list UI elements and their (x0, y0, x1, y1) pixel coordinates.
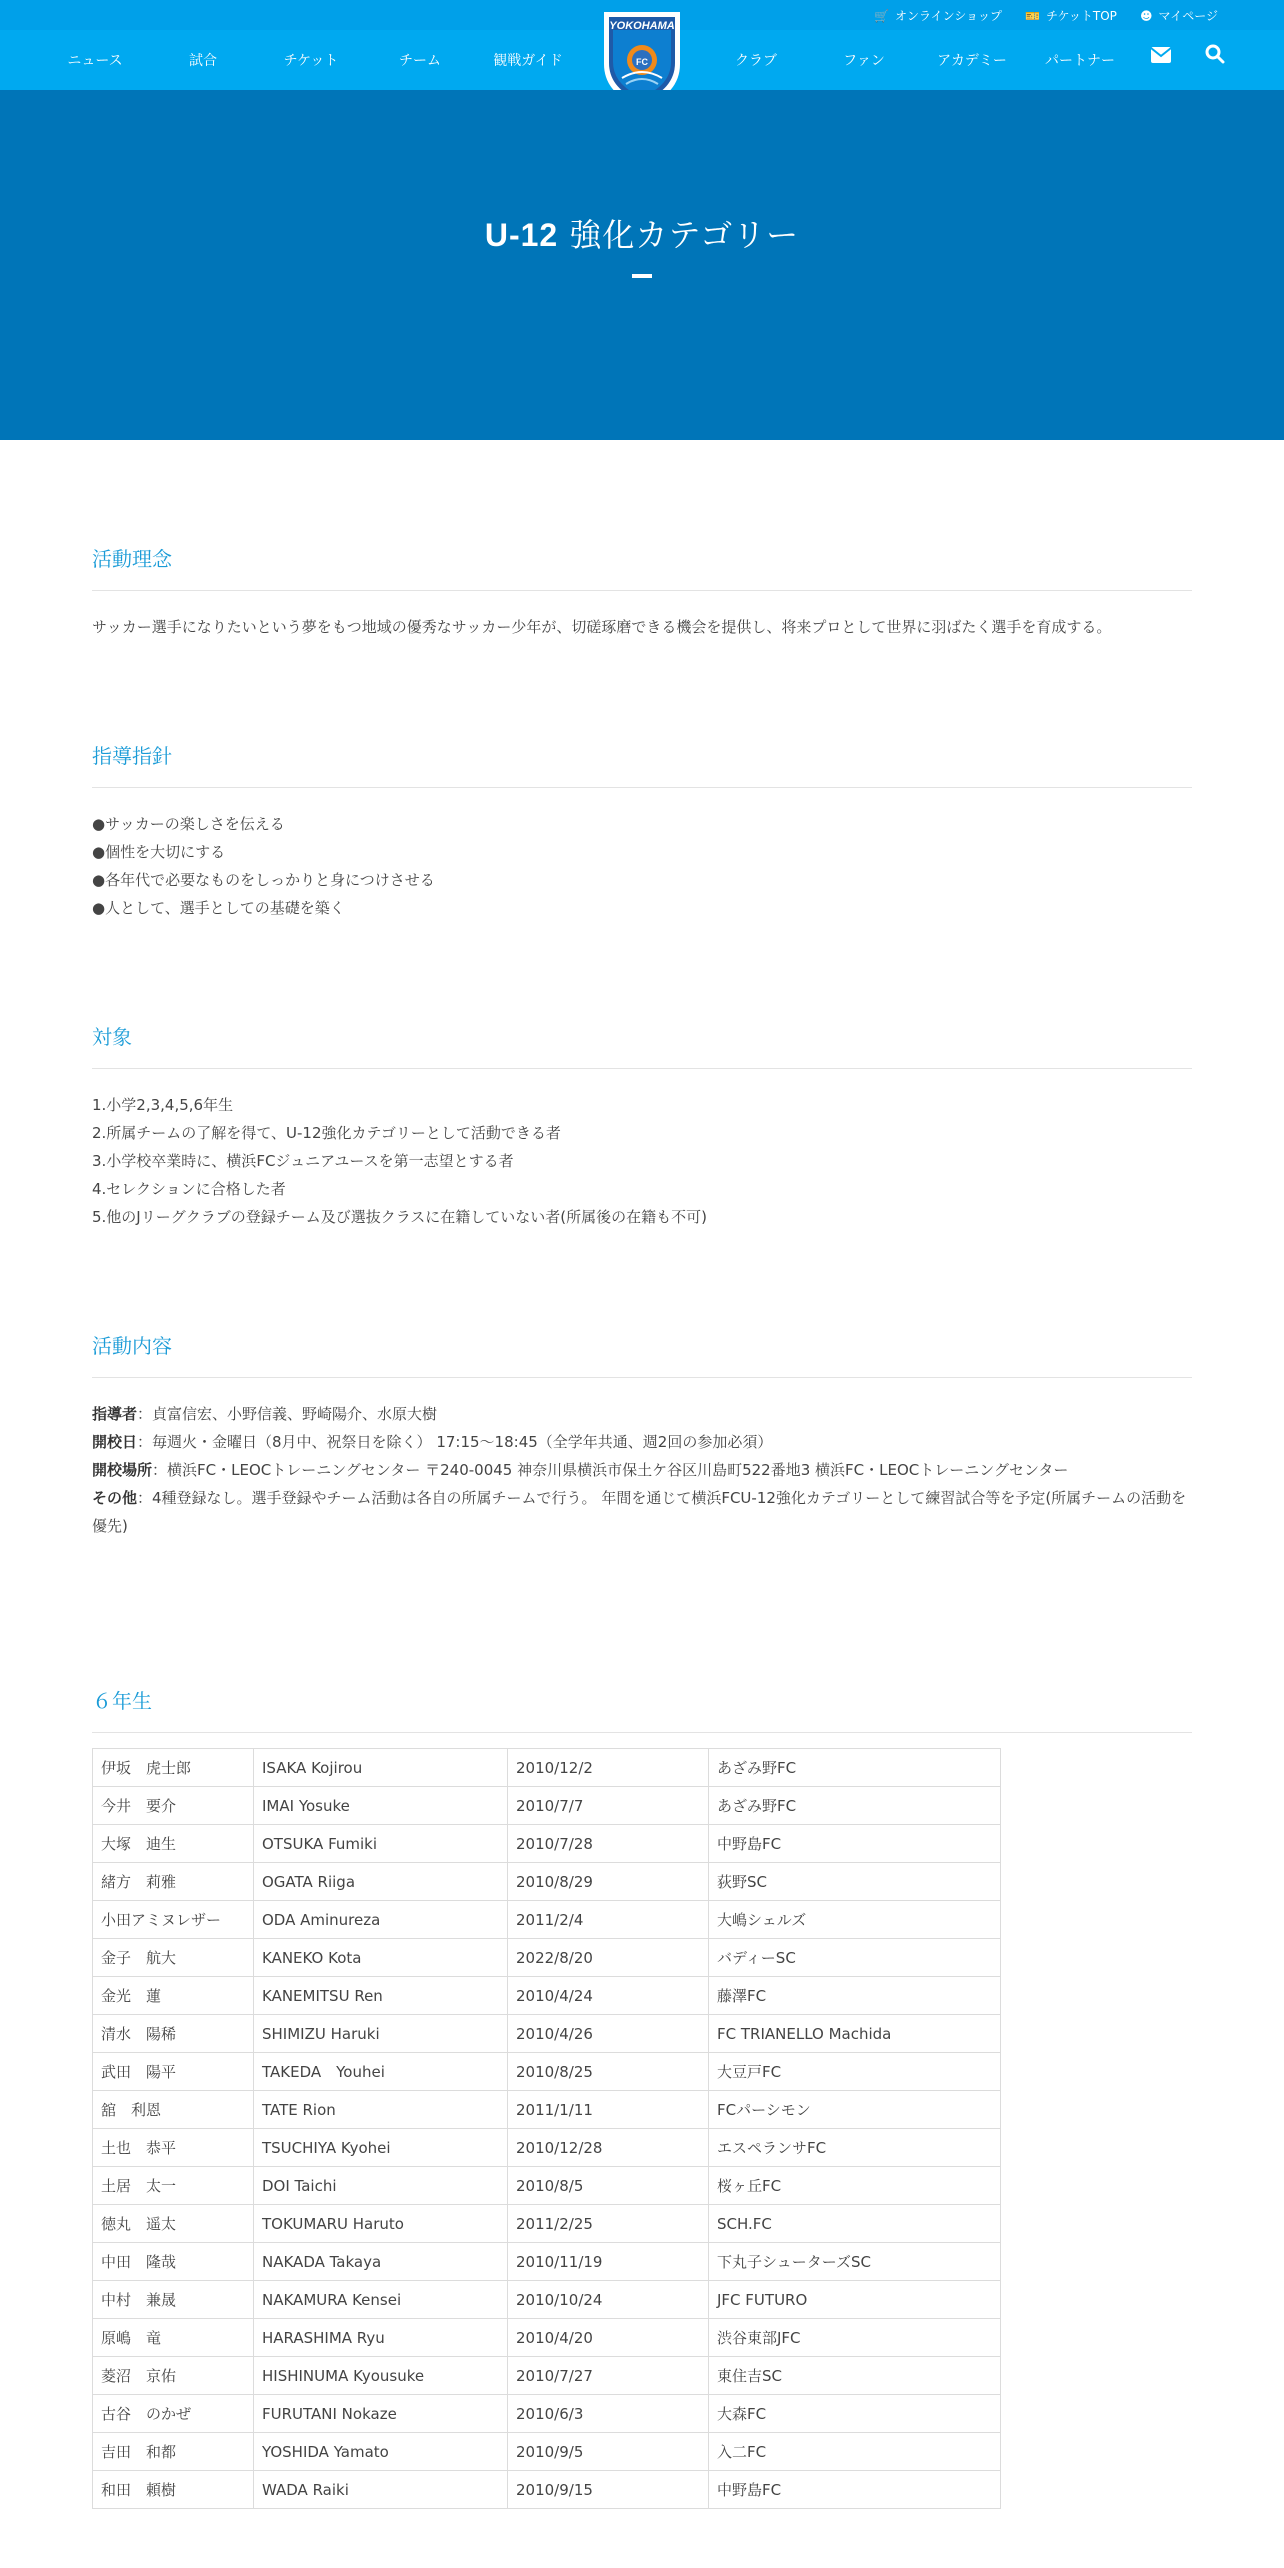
table-row (93, 2015, 1001, 2053)
section-title-activity: 活動内容 (92, 1330, 1192, 1378)
cell-name-ja: 土居 太一 (93, 2167, 254, 2205)
table-row (93, 2129, 1001, 2167)
cell-birthdate: 2011/2/4 (508, 1901, 709, 1939)
cell-team: 大森FC (709, 2395, 1001, 2433)
cell-birthdate: 2010/9/15 (508, 2471, 709, 2509)
table-row (93, 1977, 1001, 2015)
activity-row (92, 1484, 1192, 1540)
section-title-grade6: ６年生 (92, 1685, 1192, 1733)
nav-item-team[interactable]: チーム (399, 53, 441, 69)
cell-name-en: DOI Taichi (254, 2167, 508, 2205)
table-row (93, 2357, 1001, 2395)
cell-name-ja: 大塚 迪生 (93, 1825, 254, 1863)
cell-birthdate: 2010/11/19 (508, 2243, 709, 2281)
activity-row (92, 1428, 1192, 1456)
cell-name-ja: 舘 利恩 (93, 2091, 254, 2129)
target-item: 4.セレクションに合格した者 (92, 1180, 286, 1198)
cell-team: 渋谷東部JFC (709, 2319, 1001, 2357)
cell-birthdate: 2022/8/20 (508, 1939, 709, 1977)
cell-name-ja: 金光 蓮 (93, 1977, 254, 2015)
ticket-top-link[interactable] (1025, 7, 1117, 24)
cell-team: バディーSC (709, 1939, 1001, 1977)
cell-birthdate: 2010/12/2 (508, 1749, 709, 1787)
target-item: 5.他のJリーグクラブの登録チーム及び選抜クラスに在籍していない者(所属後の在籍も不可) (92, 1208, 707, 1226)
table-row (93, 1825, 1001, 1863)
guidance-item: ●人として、選手としての基礎を築く (92, 899, 345, 917)
activity-label: 開校場所 (92, 1461, 153, 1479)
page-title-prefix: U-12 (484, 217, 559, 253)
activity-value: ：貞富信宏、小野信義、野崎陽介、水原大樹 (137, 1405, 438, 1423)
cell-team: 大豆戸FC (709, 2053, 1001, 2091)
cell-name-en: SHIMIZU Haruki (254, 2015, 508, 2053)
cell-team: 入二FC (709, 2433, 1001, 2471)
online-shop-label: オンラインショップ (894, 9, 1003, 23)
cell-team: JFC FUTURO (709, 2281, 1001, 2319)
target-item: 1.小学2,3,4,5,6年生 (92, 1096, 234, 1114)
cell-birthdate: 2010/7/7 (508, 1787, 709, 1825)
cell-name-ja: 古谷 のかぜ (93, 2395, 254, 2433)
cell-name-en: ODA Aminureza (254, 1901, 508, 1939)
cell-birthdate: 2011/1/11 (508, 2091, 709, 2129)
cell-name-ja: 和田 頼樹 (93, 2471, 254, 2509)
page-title (0, 210, 1284, 256)
cell-team: 中野島FC (709, 1825, 1001, 1863)
target-item: 3.小学校卒業時に、横浜FCジュニアユースを第一志望とする者 (92, 1152, 514, 1170)
guidance-item: ●個性を大切にする (92, 843, 226, 861)
guidance-item: ●各年代で必要なものをしっかりと身につけさせる (92, 871, 435, 889)
mypage-label: マイページ (1158, 9, 1219, 23)
nav-item-club[interactable]: クラブ (735, 53, 777, 69)
ticket-top-label: チケットTOP (1045, 9, 1117, 23)
table-row (93, 2205, 1001, 2243)
cell-name-en: NAKADA Takaya (254, 2243, 508, 2281)
cell-name-en: OTSUKA Fumiki (254, 1825, 508, 1863)
cell-birthdate: 2010/8/5 (508, 2167, 709, 2205)
cell-name-ja: 徳丸 遥太 (93, 2205, 254, 2243)
activity-value: ：横浜FC・LEOCトレーニングセンター 〒240-0045 神奈川県横浜市保土ケ谷区川島町522番地3 横浜FC・LEOCトレーニングセンター (152, 1461, 1069, 1479)
cell-name-en: TOKUMARU Haruto (254, 2205, 508, 2243)
online-shop-link[interactable] (874, 7, 1002, 24)
nav-item-tickets[interactable]: チケット (283, 53, 339, 69)
cell-name-ja: 伊坂 虎士郎 (93, 1749, 254, 1787)
cell-name-en: HARASHIMA Ryu (254, 2319, 508, 2357)
cell-name-en: KANEKO Kota (254, 1939, 508, 1977)
cell-name-en: KANEMITSU Ren (254, 1977, 508, 2015)
nav-item-news[interactable]: ニュース (67, 53, 123, 69)
cell-team: 藤澤FC (709, 1977, 1001, 2015)
cell-birthdate: 2010/7/27 (508, 2357, 709, 2395)
table-row (93, 2091, 1001, 2129)
table-row (93, 1787, 1001, 1825)
cell-name-en: OGATA Riiga (254, 1863, 508, 1901)
cell-birthdate: 2010/4/26 (508, 2015, 709, 2053)
cell-name-ja: 吉田 和都 (93, 2433, 254, 2471)
cell-team: FCパーシモン (709, 2091, 1001, 2129)
cell-name-ja: 金子 航大 (93, 1939, 254, 1977)
cell-name-ja: 小田アミヌレザー (93, 1901, 254, 1939)
cell-birthdate: 2010/7/28 (508, 1825, 709, 1863)
cell-birthdate: 2010/8/29 (508, 1863, 709, 1901)
roster-table (92, 1748, 1001, 2509)
cell-name-en: YOSHIDA Yamato (254, 2433, 508, 2471)
table-row (93, 2281, 1001, 2319)
cell-name-ja: 土也 恭平 (93, 2129, 254, 2167)
activity-value: ：毎週火・金曜日（8月中、祝祭日を除く） 17:15～18:45（全学年共通、週2回の参加必須） (137, 1433, 773, 1451)
activity-row (92, 1456, 1192, 1484)
table-row (93, 2319, 1001, 2357)
cell-name-ja: 清水 陽稀 (93, 2015, 254, 2053)
mypage-link[interactable] (1140, 7, 1218, 24)
cell-team: 東住吉SC (709, 2357, 1001, 2395)
table-row (93, 2243, 1001, 2281)
hero-banner (0, 90, 1284, 440)
nav-item-academy[interactable]: アカデミー (937, 53, 1007, 69)
page-title-rest: 強化カテゴリー (558, 216, 800, 254)
cell-team: 中野島FC (709, 2471, 1001, 2509)
cell-team: 下丸子シューターズSC (709, 2243, 1001, 2281)
cell-team: 荻野SC (709, 1863, 1001, 1901)
activity-label: その他 (92, 1489, 138, 1507)
cell-name-ja: 中田 隆哉 (93, 2243, 254, 2281)
logo-mark: FC (636, 57, 648, 67)
guidance-item: ●サッカーの楽しさを伝える (92, 815, 285, 833)
logo-text: YOKOHAMA (609, 20, 675, 32)
search-icon[interactable] (1200, 44, 1230, 70)
cell-name-en: IMAI Yosuke (254, 1787, 508, 1825)
cell-name-en: FURUTANI Nokaze (254, 2395, 508, 2433)
cell-team: あざみ野FC (709, 1787, 1001, 1825)
cell-name-en: TAKEDA Youhei (254, 2053, 508, 2091)
section-grade6 (92, 1685, 1192, 1733)
activity-value: ：4種登録なし。選手登録やチーム活動は各自の所属チームで行う。 年間を通じて横浜FCU-12強化カテゴリーとして練習試合等を予定(所属チームの活動を優先) (92, 1489, 1187, 1535)
table-row (93, 2433, 1001, 2471)
table-row (93, 2395, 1001, 2433)
activity-label: 開校日 (92, 1433, 138, 1451)
section-philosophy (92, 543, 1192, 641)
cell-birthdate: 2010/12/28 (508, 2129, 709, 2167)
cell-name-en: HISHINUMA Kyousuke (254, 2357, 508, 2395)
table-row (93, 1749, 1001, 1787)
section-title-guidance: 指導指針 (92, 740, 1192, 788)
cell-name-ja: 緒方 莉雅 (93, 1863, 254, 1901)
cell-name-ja: 武田 陽平 (93, 2053, 254, 2091)
cell-birthdate: 2010/4/24 (508, 1977, 709, 2015)
cell-team: あざみ野FC (709, 1749, 1001, 1787)
section-target (92, 1021, 1192, 1231)
table-row (93, 2471, 1001, 2509)
table-row (93, 1939, 1001, 1977)
table-row (93, 2053, 1001, 2091)
cell-birthdate: 2010/10/24 (508, 2281, 709, 2319)
user-icon: ☻ (1140, 9, 1153, 23)
ticket-icon: 🎫 (1025, 9, 1040, 23)
section-activity (92, 1330, 1192, 1540)
philosophy-text: サッカー選手になりたいという夢をもつ地域の優秀なサッカー少年が、切磋琢磨できる機会を提供し、将来プロとして世界に羽ばたく選手を育成する。 (92, 618, 1112, 636)
section-title-target: 対象 (92, 1021, 1192, 1069)
nav-item-fan[interactable]: ファン (843, 53, 885, 69)
nav-item-partner[interactable]: パートナー (1045, 53, 1115, 69)
activity-label: 指導者 (92, 1405, 138, 1423)
title-underline (632, 274, 652, 278)
cell-team: エスペランサFC (709, 2129, 1001, 2167)
nav-item-guide[interactable]: 観戦ガイド (493, 53, 563, 69)
cell-team: 大嶋シェルズ (709, 1901, 1001, 1939)
cell-team: SCH.FC (709, 2205, 1001, 2243)
cell-name-ja: 原嶋 竜 (93, 2319, 254, 2357)
section-guidance (92, 740, 1192, 922)
section-title-philosophy: 活動理念 (92, 543, 1192, 591)
mail-icon[interactable] (1146, 44, 1176, 69)
cell-name-ja: 菱沼 京佑 (93, 2357, 254, 2395)
cell-name-en: TATE Rion (254, 2091, 508, 2129)
activity-row (92, 1400, 1192, 1428)
cell-name-ja: 今井 要介 (93, 1787, 254, 1825)
nav-item-matches[interactable]: 試合 (189, 53, 217, 69)
cart-icon: 🛒 (874, 9, 889, 23)
cell-birthdate: 2010/4/20 (508, 2319, 709, 2357)
cell-name-en: ISAKA Kojirou (254, 1749, 508, 1787)
table-row (93, 1901, 1001, 1939)
cell-birthdate: 2011/2/25 (508, 2205, 709, 2243)
cell-team: FC TRIANELLO Machida (709, 2015, 1001, 2053)
cell-name-ja: 中村 兼晟 (93, 2281, 254, 2319)
target-item: 2.所属チームの了解を得て、U-12強化カテゴリーとして活動できる者 (92, 1124, 561, 1142)
table-row (93, 2167, 1001, 2205)
cell-birthdate: 2010/6/3 (508, 2395, 709, 2433)
cell-name-en: NAKAMURA Kensei (254, 2281, 508, 2319)
cell-name-en: TSUCHIYA Kyohei (254, 2129, 508, 2167)
cell-team: 桜ヶ丘FC (709, 2167, 1001, 2205)
cell-birthdate: 2010/9/5 (508, 2433, 709, 2471)
table-row (93, 1863, 1001, 1901)
cell-birthdate: 2010/8/25 (508, 2053, 709, 2091)
cell-name-en: WADA Raiki (254, 2471, 508, 2509)
